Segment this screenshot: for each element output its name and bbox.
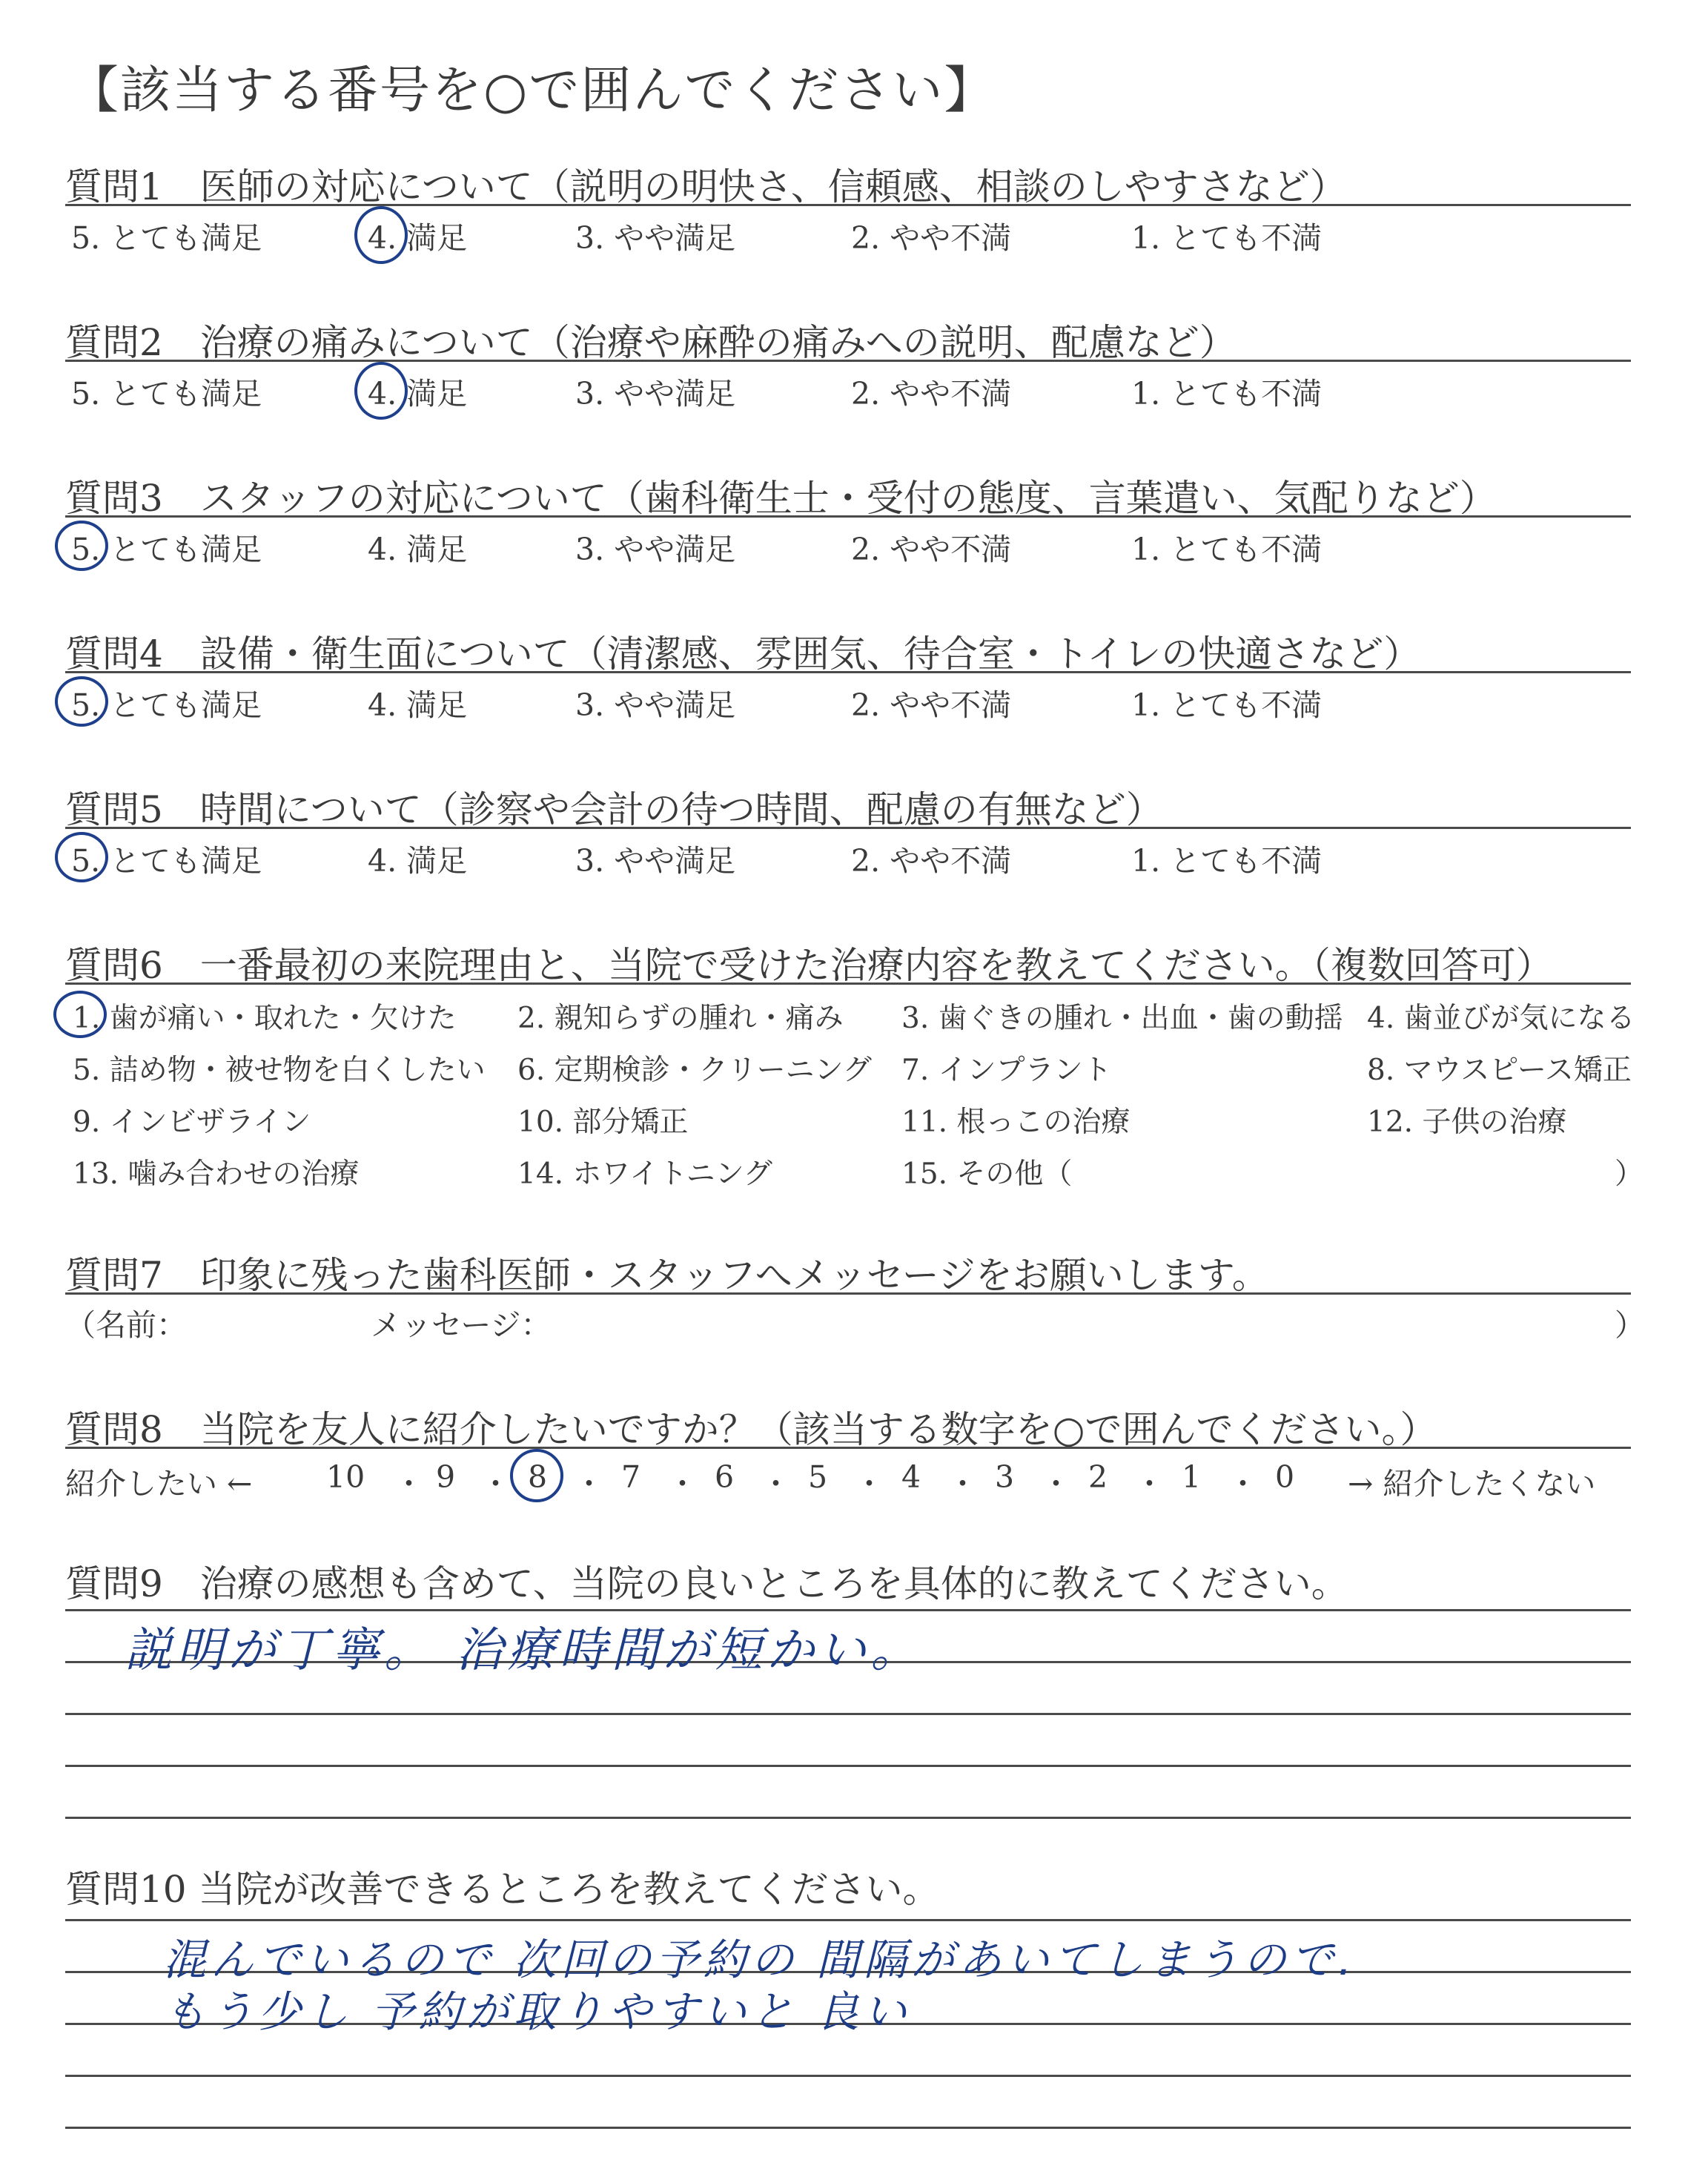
title-rule xyxy=(65,982,1631,985)
score-1[interactable]: 1 xyxy=(1182,1459,1202,1495)
question-4 xyxy=(65,624,1631,743)
title-rule xyxy=(65,515,1631,518)
handwritten-answer: もう少し 予約が取りやすいと 良い xyxy=(163,1986,911,2037)
option-4[interactable]: 4. 満足 xyxy=(368,843,468,879)
title-rule xyxy=(65,671,1631,673)
selection-circle xyxy=(354,206,408,264)
score-7[interactable]: 7 xyxy=(621,1459,641,1495)
question-10 xyxy=(65,1860,1631,1911)
score-0[interactable]: 0 xyxy=(1275,1459,1295,1495)
writing-line xyxy=(65,1919,1631,1921)
score-6[interactable]: 6 xyxy=(715,1459,735,1495)
question-6 xyxy=(65,936,1644,1203)
option-2[interactable]: 2. やや不満 xyxy=(851,687,1012,723)
question-title: 質問10 当院が改善できるところを教えてください。 xyxy=(65,1868,940,1911)
question-title: 質問6 一番最初の来院理由と、当院で受けた治療内容を教えてください。（複数回答可） xyxy=(65,944,1553,987)
score-separator: ・ xyxy=(1228,1466,1258,1502)
question-title: 質問7 印象に残った歯科医師・スタッフへメッセージをお願いします。 xyxy=(65,1254,1269,1297)
name-label: （名前： xyxy=(65,1307,187,1343)
score-separator: ・ xyxy=(480,1466,511,1502)
score-separator: ・ xyxy=(947,1466,978,1502)
question-3 xyxy=(65,469,1631,587)
writing-line xyxy=(65,2075,1631,2077)
treatment-option-7[interactable]: 7. インプラント xyxy=(901,1054,1112,1087)
option-3[interactable]: 3. やや満足 xyxy=(575,376,736,412)
option-5[interactable]: 5. とても満足 xyxy=(71,532,262,567)
question-title: 質問9 治療の感想も含めて、当院の良いところを具体的に教えてください。 xyxy=(65,1562,1348,1605)
close-paren: ） xyxy=(1615,1307,1645,1343)
treatment-option-3[interactable]: 3. 歯ぐきの腫れ・出血・歯の動揺 xyxy=(901,1002,1343,1035)
treatment-option-1[interactable]: 1. 歯が痛い・取れた・欠けた xyxy=(73,1002,457,1035)
selection-circle xyxy=(55,832,108,882)
title-rule xyxy=(65,204,1631,206)
question-title: 質問5 時間について（診察や会計の待つ時間、配慮の有無など） xyxy=(65,788,1163,831)
score-2[interactable]: 2 xyxy=(1088,1459,1108,1495)
treatment-option-13[interactable]: 13. 噛み合わせの治療 xyxy=(73,1157,360,1191)
selection-circle xyxy=(510,1449,563,1502)
option-2[interactable]: 2. やや不満 xyxy=(851,843,1012,879)
option-1[interactable]: 1. とても不満 xyxy=(1131,376,1323,412)
treatment-option-15[interactable]: 15. その他（ xyxy=(901,1157,1073,1191)
question-5 xyxy=(65,780,1631,899)
treatment-option-11[interactable]: 11. 根っこの治療 xyxy=(901,1106,1131,1139)
option-4[interactable]: 4. 満足 xyxy=(368,687,468,723)
question-7 xyxy=(65,1246,1645,1357)
selection-circle xyxy=(354,362,408,420)
score-separator: ・ xyxy=(667,1466,698,1502)
option-5[interactable]: 5. とても満足 xyxy=(71,376,262,412)
treatment-option-12[interactable]: 12. 子供の治療 xyxy=(1367,1106,1567,1139)
question-8 xyxy=(65,1400,1631,1511)
score-10[interactable]: 10 xyxy=(326,1459,365,1495)
title-rule xyxy=(65,1447,1631,1449)
option-1[interactable]: 1. とても不満 xyxy=(1131,220,1323,256)
writing-line xyxy=(65,1609,1631,1611)
question-1 xyxy=(65,157,1631,276)
writing-line xyxy=(65,1713,1631,1715)
question-title: 質問3 スタッフの対応について（歯科衛生士・受付の態度、言葉遣い、気配りなど） xyxy=(65,477,1497,520)
score-9[interactable]: 9 xyxy=(436,1459,456,1495)
option-4[interactable]: 4. 満足 xyxy=(368,532,468,567)
treatment-option-2[interactable]: 2. 親知らずの腫れ・痛み xyxy=(517,1002,844,1035)
option-3[interactable]: 3. やや満足 xyxy=(575,220,736,256)
handwritten-answer: 混んでいるので 次回の予約の 間隔があいてしまうので. xyxy=(163,1935,1357,1985)
question-title: 質問2 治療の痛みについて（治療や麻酔の痛みへの説明、配慮など） xyxy=(65,321,1237,364)
option-2[interactable]: 2. やや不満 xyxy=(851,532,1012,567)
option-3[interactable]: 3. やや満足 xyxy=(575,687,736,723)
option-3[interactable]: 3. やや満足 xyxy=(575,843,736,879)
treatment-option-14[interactable]: 14. ホワイトニング xyxy=(517,1157,772,1191)
score-separator: ・ xyxy=(574,1466,604,1502)
option-2[interactable]: 2. やや不満 xyxy=(851,376,1012,412)
handwritten-answer: 説明が丁寧。 治療時間が短かい。 xyxy=(125,1623,923,1678)
writing-line xyxy=(65,1817,1631,1819)
question-title: 質問4 設備・衛生面について（清潔感、雰囲気、待合室・トイレの快適さなど） xyxy=(65,633,1421,676)
question-title: 質問8 当院を友人に紹介したいですか？（該当する数字を○で囲んでください。） xyxy=(65,1408,1437,1451)
option-5[interactable]: 5. とても満足 xyxy=(71,220,262,256)
other-close-paren: ） xyxy=(1615,1157,1644,1191)
recommend-right-label: → 紹介したくない xyxy=(1348,1466,1596,1502)
score-separator: ・ xyxy=(854,1466,884,1502)
recommend-left-label: 紹介したい ← xyxy=(65,1466,253,1502)
title-rule xyxy=(65,827,1631,829)
treatment-option-9[interactable]: 9. インビザライン xyxy=(73,1106,311,1139)
title-rule xyxy=(65,1292,1631,1295)
treatment-option-8[interactable]: 8. マウスピース矯正 xyxy=(1367,1054,1632,1087)
treatment-option-4[interactable]: 4. 歯並びが気になる xyxy=(1367,1002,1635,1035)
selection-circle xyxy=(55,521,108,571)
writing-line xyxy=(65,1765,1631,1767)
score-separator: ・ xyxy=(761,1466,791,1502)
score-5[interactable]: 5 xyxy=(808,1459,828,1495)
question-2 xyxy=(65,313,1631,432)
score-separator: ・ xyxy=(1134,1466,1165,1502)
option-5[interactable]: 5. とても満足 xyxy=(71,843,262,879)
writing-line xyxy=(65,2127,1631,2129)
score-3[interactable]: 3 xyxy=(995,1459,1015,1495)
option-1[interactable]: 1. とても不満 xyxy=(1131,532,1323,567)
title-rule xyxy=(65,360,1631,362)
treatment-option-6[interactable]: 6. 定期検診・クリーニング xyxy=(517,1054,872,1087)
selection-circle xyxy=(55,676,108,727)
option-4[interactable]: 4. 満足 xyxy=(368,220,468,256)
question-title: 質問1 医師の対応について（説明の明快さ、信頼感、相談のしやすさなど） xyxy=(65,165,1347,208)
option-3[interactable]: 3. やや満足 xyxy=(575,532,736,567)
option-4[interactable]: 4. 満足 xyxy=(368,376,468,412)
option-1[interactable]: 1. とても不満 xyxy=(1131,687,1323,723)
selection-circle xyxy=(53,991,107,1038)
treatment-option-5[interactable]: 5. 詰め物・被せ物を白くしたい xyxy=(73,1054,486,1087)
treatment-option-10[interactable]: 10. 部分矯正 xyxy=(517,1106,689,1139)
message-label: メッセージ： xyxy=(371,1307,552,1343)
option-1[interactable]: 1. とても不満 xyxy=(1131,843,1323,879)
question-9 xyxy=(65,1554,1631,1605)
score-separator: ・ xyxy=(394,1466,424,1502)
score-8[interactable]: 8 xyxy=(528,1459,548,1495)
score-4[interactable]: 4 xyxy=(901,1459,921,1495)
option-5[interactable]: 5. とても満足 xyxy=(71,687,262,723)
option-2[interactable]: 2. やや不満 xyxy=(851,220,1012,256)
score-separator: ・ xyxy=(1041,1466,1071,1502)
page-heading: 【該当する番号を○で囲んでください】 xyxy=(68,62,996,120)
